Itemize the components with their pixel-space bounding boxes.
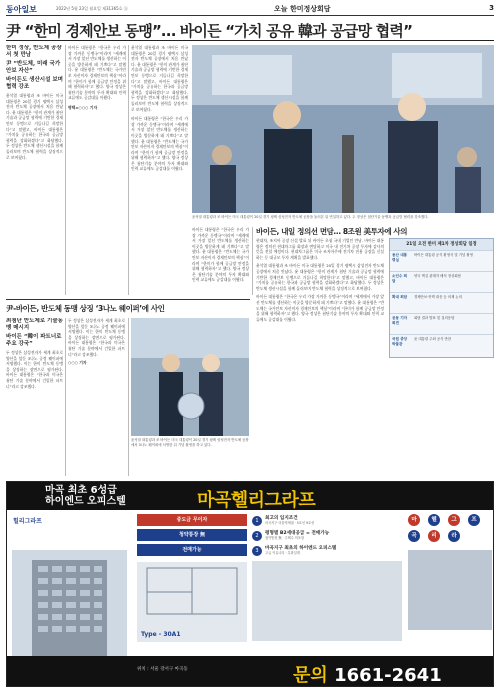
brand-circle: 라: [448, 530, 460, 542]
interior-image: [252, 561, 402, 641]
ad-feature: [252, 529, 402, 542]
article-body: 바이든 대통령은 “한국은 우리 가장 가까운 동맹국”이라며 “세계에서 가장 앞선 반도체를 생산하는 이곳을 방문하게 돼 기쁘다”고 말했다. 윤 대통령은 “반도체는 국가안보 자산이자 경제안보의 핵심”이라며 “한미가 함께 공급망 안정을 위해 협력하자”고 했다. 양국 정상은 첨단기술 분야의 투자 확대와 인력 교류에도 공감대를 이뤘다.: [256, 294, 384, 322]
infobox-key: 국립 중앙박물관: [392, 337, 408, 346]
article-body: 바이든 대통령은 “한국은 우리 가장 가까운 동맹국”이라며 “세계에서 가장 앞선 반도체를 생산하는 이곳을 방문하게 돼 기쁘다”고 말했다. 윤 대통령은 “반도체는 국가안보 자산이자 경제안보의 핵심”이라며 “한미가 함께 공급망 안정을 위해 협력하자”고 했다. 양국 정상은 첨단기술 분야의 투자 확대와 인력 교류에도 공감대를 이뤘다.: [131, 116, 188, 172]
article-body: 윤석열 대통령과 조 바이든 미국 대통령은 20일 경기 평택시 삼성전자 반도체 공장에서 처음 만났다. 윤 대통령은 “한미 관계가 첨단 기술과 공급망 협력에 기반한 경제안보 동맹으로 거듭나길 희망한다”고 말했고, 바이든 대통령은 “가치를 공유하는 한국과 공급망 협력을 강화하겠다”고 화답했다. 두 정상은 반도체 생산시설을 함께 둘러보며 반도체 협력을 상징적으로 보여줬다.: [256, 263, 384, 291]
infobox-value: 바이든 대통령 공식 환영식 및 기념 촬영: [414, 253, 473, 257]
ad-feature: [252, 544, 402, 557]
infobox-key: 용산 대통령실: [392, 253, 408, 262]
ad-headline-1: 마곡 최초 6성급: [45, 485, 117, 496]
ad-brand: 마곡헬리그라프: [197, 490, 316, 511]
advertisement: [6, 481, 494, 687]
sub-headline-3: 尹-바이든, 반도체 동맹 상징 ‘3나노 웨이퍼’에 사인: [6, 304, 165, 313]
floorplan-illustration: [137, 562, 247, 622]
call-label: 문의: [293, 665, 328, 686]
floorplan-image: [137, 562, 247, 642]
column-divider: [65, 318, 66, 476]
byline: ○○○ 기자: [68, 360, 87, 366]
ad-logo-text: 힐리그라프: [13, 518, 42, 525]
brand-circle: 프: [468, 514, 480, 526]
article-body: 현대차, 조지아 공장 신설 발표 뒤 바이든 초청 국내 기업인 만남. 바이든 대통령은 정의선 현대차그룹 회장과 면담하고 미국 내 전기차 공장 투자에 감사의 뜻을 전할 예정이다. 현대차그룹은 미국 조지아주에 전기차 전용 공장을 신설하는 등 대규모 투자 계획을 발표했다.: [256, 238, 384, 260]
schedule-infobox: [389, 238, 494, 358]
ad-badge: 청약통장 無: [137, 529, 247, 541]
article-sub2: [256, 238, 384, 478]
ad-feature-list: [252, 514, 402, 641]
summit-photo-illustration: [192, 45, 494, 213]
sub-headline-2: 바이든, 내일 정의선 면담… 8조원 美투자에 사의: [256, 227, 408, 236]
wafer-photo: [131, 318, 249, 436]
brand-circle: 마: [408, 514, 420, 526]
number-icon: 3: [252, 546, 262, 556]
ad-feature-title: 마곡지구 최초의 하이엔드 오피스텔: [265, 546, 337, 551]
summit-photo: [192, 45, 494, 213]
ad-feature-sub: 고급 커뮤니티 · 특화설계: [265, 551, 300, 555]
kicker: 바이든도 생산시설 보며 협력 강조: [6, 77, 63, 90]
photo-caption: 윤석열 대통령과 조 바이든 미국 대통령이 20일 경기 평택 삼성전자 반도체 공장에서 3나노 웨이퍼에 서명한 뒤 기념 촬영을 하고 있다.: [131, 438, 249, 447]
ad-badges: [137, 514, 247, 642]
page-header: [6, 4, 494, 16]
ad-address: 위치 : 서울 강서구 마곡동: [137, 667, 188, 672]
ad-feature: [252, 514, 402, 527]
article-column-3: [131, 45, 188, 295]
headline-rule: [6, 40, 494, 41]
floorplan-type: Type - 30A1: [141, 631, 181, 638]
number-icon: 1: [252, 516, 262, 526]
page-number: 3: [489, 4, 494, 12]
infobox-row: [390, 313, 493, 334]
main-headline: 尹 “한미 경제안보 동맹”… 바이든 “가치 공유 韓과 공급망 협력”: [6, 22, 413, 40]
article-column-4: [192, 227, 249, 295]
infobox-row: [390, 334, 493, 355]
article-body: 윤석열 대통령과 조 바이든 미국 대통령은 20일 경기 평택시 삼성전자 반도체 공장에서 처음 만났다. 윤 대통령은 “한미 관계가 첨단 기술과 공급망 협력에 기반한 경제안보 동맹으로 거듭나길 희망한다”고 말했고, 바이든 대통령은 “가치를 공유하는 한국과 공급망 협력을 강화하겠다”고 화답했다. 두 정상은 반도체 생산시설을 함께 둘러보며 반도체 협력을 상징적으로 보여줬다.: [131, 45, 188, 112]
ad-top-banner: [7, 482, 493, 510]
infobox-row: [390, 250, 493, 271]
article-sub3-col1: [6, 318, 63, 478]
infobox-row: [390, 271, 493, 292]
ad-feature-title: 평형별 B2세대공급 = 전매가능: [265, 531, 330, 536]
brand-circle: 그: [448, 514, 460, 526]
infobox-row: [390, 292, 493, 313]
ad-brand-circles: [408, 514, 492, 634]
ad-feature-sub: 청약통장 無 · 주택수 미포함: [265, 536, 305, 540]
ad-call: [293, 661, 442, 687]
infobox-key: 소인수 회담: [392, 274, 408, 283]
kicker: 바이든 “韓이 파트너로 주요 강국”: [6, 334, 62, 347]
kicker: 최첨단 반도체로 기술동맹 메시지: [6, 318, 63, 331]
article-column-1: [6, 45, 63, 295]
infobox-value: 윤 대통령 주최 공식 만찬: [414, 337, 452, 341]
infobox-value: 경제안보·북핵 대응 등 의제 논의: [414, 295, 462, 299]
photo-caption: 윤석열 대통령과 조 바이든 미국 대통령이 20일 경기 평택 삼성전자 반도체 공장을 둘러본 뒤 연설하고 있다. 두 정상은 첨단기술 동맹과 공급망 협력을 강조했다.: [192, 215, 429, 219]
article-body: 바이든 대통령은 “한국은 우리 가장 가까운 동맹국”이라며 “세계에서 가장 앞선 반도체를 생산하는 이곳을 방문하게 돼 기쁘다”고 말했다. 윤 대통령은 “반도체는 국가안보 자산이자 경제안보의 핵심”이라며 “한미가 함께 공급망 안정을 위해 협력하자”고 했다. 양국 정상은 첨단기술 분야의 투자 확대와 인력 교류에도 공감대를 이뤘다.: [192, 227, 249, 283]
section-rule: [6, 299, 250, 300]
infobox-title: 21일 오전 한미 제1차 정상회담 일정: [390, 239, 493, 250]
ad-logo: [13, 516, 73, 546]
article-body: 두 정상은 삼성전자가 세계 최초로 양산을 앞둔 3나노 공정 웨이퍼에 서명했다. 이는 한미 반도체 동맹을 상징하는 장면으로 평가된다. 바이든 대통령은 “한국과 미국은 첨단 기술 분야에서 긴밀한 파트너”라고 강조했다.: [6, 350, 63, 389]
brand-circle: 리: [428, 530, 440, 542]
phone-number: 1661-2641: [334, 665, 442, 686]
article-body: 윤석열 대통령과 조 바이든 미국 대통령은 20일 경기 평택시 삼성전자 반도체 공장에서 처음 만났다. 윤 대통령은 “한미 관계가 첨단 기술과 공급망 협력에 기반한 경제안보 동맹으로 거듭나길 희망한다”고 말했고, 바이든 대통령은 “가치를 공유하는 한국과 공급망 협력을 강화하겠다”고 화답했다. 두 정상은 반도체 생산시설을 함께 둘러보며 반도체 협력을 상징적으로 보여줬다.: [6, 93, 63, 160]
number-icon: 2: [252, 531, 262, 541]
newspaper-logo: 동아일보: [6, 4, 37, 14]
ad-feature-sub: 마곡지구 더블역세권 · 5호선 9호선: [265, 521, 315, 525]
ad-bottom-banner: [7, 656, 493, 686]
ad-headline-2: 하이엔드 오피스텔: [45, 496, 126, 507]
column-divider: [65, 45, 66, 295]
kicker: 尹 “반도체, 미래 국가안보 자산”: [6, 61, 61, 74]
ad-badge: 중도금 무이자: [137, 514, 247, 526]
infobox-key: 공동 기자회견: [392, 316, 408, 325]
brand-circle: 헬: [428, 514, 440, 526]
infobox-value: 양국 핵심 관계자 배석 정상회담: [414, 274, 461, 278]
wafer-photo-illustration: [131, 318, 249, 436]
byline: 평택=○○○ 기자: [68, 104, 98, 110]
article-column-2: [68, 45, 126, 295]
building-image-2: [408, 550, 492, 630]
article-body: 두 정상은 삼성전자가 세계 최초로 양산을 앞둔 3나노 공정 웨이퍼에 서명했다. 이는 한미 반도체 동맹을 상징하는 장면으로 평가된다. 바이든 대통령은 “한국과 미국은 첨단 기술 분야에서 긴밀한 파트너”라고 강조했다.: [68, 318, 125, 357]
ad-feature-title: 최고의 입지조건: [265, 516, 298, 521]
infobox-key: 확대 회담: [392, 295, 408, 299]
column-divider: [128, 318, 129, 476]
column-divider: [252, 227, 253, 295]
kicker: 한미 정상, 반도체 공장서 첫 만남: [6, 45, 62, 58]
article-body: 바이든 대통령은 “한국은 우리 가장 가까운 동맹국”이라며 “세계에서 가장 앞선 반도체를 생산하는 이곳을 방문하게 돼 기쁘다”고 말했다. 윤 대통령은 “반도체는 국가안보 자산이자 경제안보의 핵심”이라며 “한미가 함께 공급망 안정을 위해 협력하자”고 했다. 양국 정상은 첨단기술 분야의 투자 확대와 인력 교류에도 공감대를 이뤘다.: [68, 45, 126, 101]
ad-badge: 전매가능: [137, 544, 247, 556]
column-divider: [128, 45, 129, 295]
infobox-value: 회담 결과 발표 및 질의응답: [414, 316, 455, 320]
section-title: 오늘 한미정상회담: [274, 5, 331, 13]
article-sub3-col2: [68, 318, 125, 478]
brand-circle: 곡: [408, 530, 420, 542]
dateline: 2022년 5월 23일 월요일 제31365호 ⓐ: [56, 6, 128, 11]
